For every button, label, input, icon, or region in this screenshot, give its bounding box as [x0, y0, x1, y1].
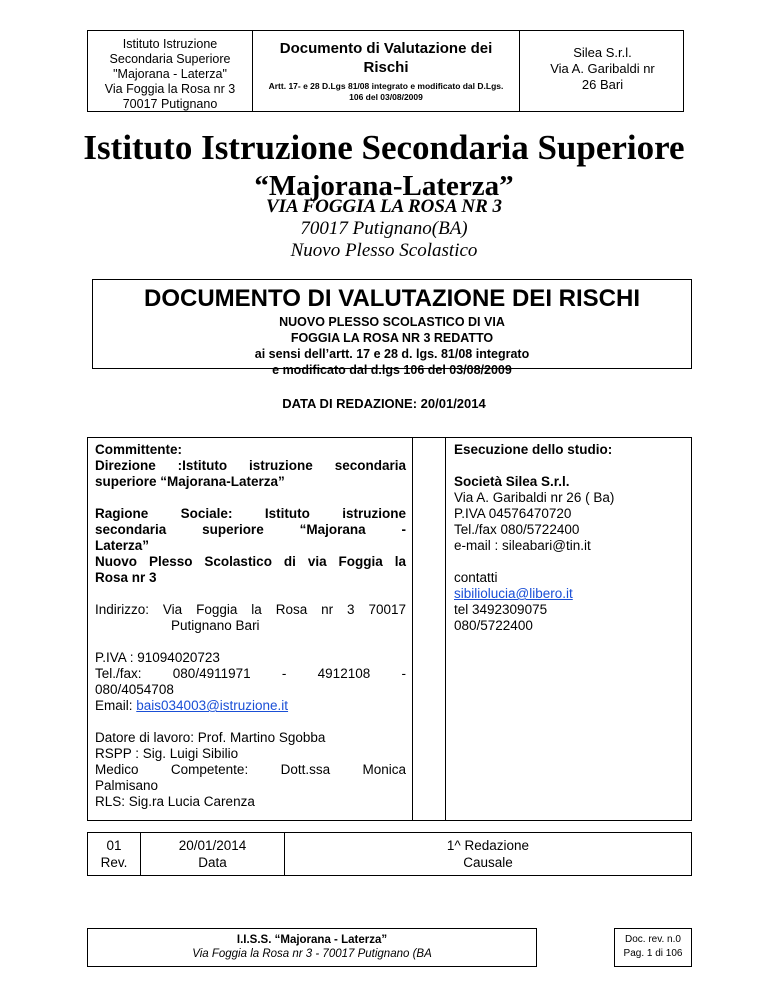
footer-school-address: Via Foggia la Rosa nr 3 - 70017 Putignano (BA	[192, 948, 432, 960]
header-company-cell	[520, 31, 685, 111]
indirizzo: Putignano Bari	[171, 618, 260, 633]
esecuzione-email: e-mail : sileabari@tin.it	[454, 538, 591, 553]
header-school-cell	[88, 31, 253, 111]
school-city: 70017 Putignano(BA)	[300, 218, 468, 239]
dvr-line: FOGGIA LA ROSA NR 3 REDATTO	[290, 331, 494, 345]
committente-cell	[88, 438, 413, 820]
committente-direzione: superiore “Majorana-Laterza”	[95, 474, 285, 489]
header-left-line: 70017 Putignano	[122, 97, 218, 111]
contatti-label: contatti	[454, 570, 498, 585]
ragione-sociale: Nuovo Plesso Scolastico di via Foggia la	[95, 554, 406, 569]
school-name: “Majorana-Laterza”	[254, 170, 514, 202]
rspp: RSPP : Sig. Luigi Sibilio	[95, 746, 239, 761]
doc-revision: Doc. rev. n.0	[625, 934, 681, 945]
page-title: Istituto Istruzione Secondaria Superiore	[83, 128, 685, 167]
revision-causale-label: Causale	[463, 855, 513, 870]
committente-tel: 080/4054708	[95, 682, 174, 697]
medico-competente: Palmisano	[95, 778, 159, 793]
revision-causale: 1^ Redazione	[446, 838, 530, 853]
spacer-cell	[413, 438, 446, 820]
header-right-line: Silea S.r.l.	[573, 45, 632, 60]
ragione-sociale: Rosa nr 3	[95, 570, 157, 585]
committente-tel: Tel./fax: 080/4911971 - 4912108 -	[95, 666, 406, 681]
redaction-date: DATA DI REDAZIONE: 20/01/2014	[282, 396, 486, 411]
revision-date: 20/01/2014	[178, 838, 247, 853]
header-table	[87, 30, 684, 112]
esecuzione-label: Esecuzione dello studio:	[454, 442, 613, 457]
header-title-line: Rischi	[363, 59, 409, 76]
committente-label: Committente:	[95, 442, 182, 457]
header-right-line: 26 Bari	[581, 77, 624, 92]
committente-email-row	[95, 698, 406, 714]
header-subtitle-line: 106 del 03/08/2009	[349, 92, 423, 102]
header-doc-title-cell	[253, 31, 520, 111]
committente-direzione: Direzione :Istituto istruzione secondaria	[95, 458, 406, 473]
revision-date-label: Data	[198, 855, 227, 870]
esecuzione-tel: Tel./fax 080/5722400	[454, 522, 580, 537]
footer-page-box	[614, 928, 692, 967]
page-number: Pag. 1 di 106	[623, 948, 683, 959]
datore-lavoro: Datore di lavoro: Prof. Martino Sgobba	[95, 730, 326, 745]
contact-tel: 080/5722400	[454, 618, 533, 633]
revision-label: Rev.	[100, 855, 128, 870]
header-left-line: Via Foggia la Rosa nr 3	[104, 82, 236, 96]
committente-piva: P.IVA : 91094020723	[95, 650, 220, 665]
footer-school-name: I.I.S.S. “Majorana - Laterza”	[236, 934, 388, 946]
contact-email-link[interactable]: sibiliolucia@libero.it	[454, 586, 573, 601]
rls: RLS: Sig.ra Lucia Carenza	[95, 794, 255, 809]
school-building: Nuovo Plesso Scolastico	[290, 240, 478, 261]
dvr-line: ai sensi dell’artt. 17 e 28 d. lgs. 81/08 integrato	[254, 347, 530, 361]
ragione-sociale: secondaria superiore “Majorana -	[95, 522, 406, 537]
esecuzione-via: Via A. Garibaldi nr 26 ( Ba)	[454, 490, 615, 505]
header-left-line: Istituto Istruzione	[122, 37, 218, 51]
header-left-line: Secondaria Superiore	[109, 52, 231, 66]
dvr-line: e modificato dal d.lgs 106 del 03/08/2009	[272, 363, 512, 377]
revision-date-cell	[141, 833, 285, 875]
footer-school	[87, 928, 537, 967]
esecuzione-piva: P.IVA 04576470720	[454, 506, 572, 521]
header-left-line: "Majorana - Laterza"	[113, 67, 227, 81]
dvr-box	[92, 279, 692, 377]
medico-competente: Medico Competente: Dott.ssa Monica	[95, 762, 406, 777]
dvr-heading: DOCUMENTO DI VALUTAZIONE DEI RISCHI	[143, 285, 640, 312]
info-table	[87, 437, 692, 821]
ragione-sociale: Laterza”	[95, 538, 150, 553]
school-address: VIA FOGGIA LA ROSA NR 3	[265, 196, 502, 217]
dvr-line: NUOVO PLESSO SCOLASTICO DI VIA	[279, 315, 505, 329]
header-title-line: Documento di Valutazione dei	[279, 40, 493, 57]
ragione-sociale: Ragione Sociale: Istituto istruzione	[95, 506, 406, 521]
revision-causale-cell	[285, 833, 691, 875]
indirizzo: Indirizzo: Via Foggia la Rosa nr 3 70017	[95, 602, 406, 617]
esecuzione-cell	[446, 438, 691, 820]
email-label: Email:	[95, 698, 137, 713]
revision-number-cell	[88, 833, 141, 875]
esecuzione-societa: Società Silea S.r.l.	[454, 474, 570, 489]
committente-email-link[interactable]: bais034003@istruzione.it	[136, 698, 289, 713]
header-right-line: Via A. Garibaldi nr	[550, 61, 655, 76]
contact-tel: tel 3492309075	[454, 602, 548, 617]
header-subtitle-line: Artt. 17- e 28 D.Lgs 81/08 integrato e modificato dal D.Lgs.	[268, 81, 504, 91]
revision-number: 01	[106, 838, 122, 853]
revision-table	[87, 832, 692, 876]
